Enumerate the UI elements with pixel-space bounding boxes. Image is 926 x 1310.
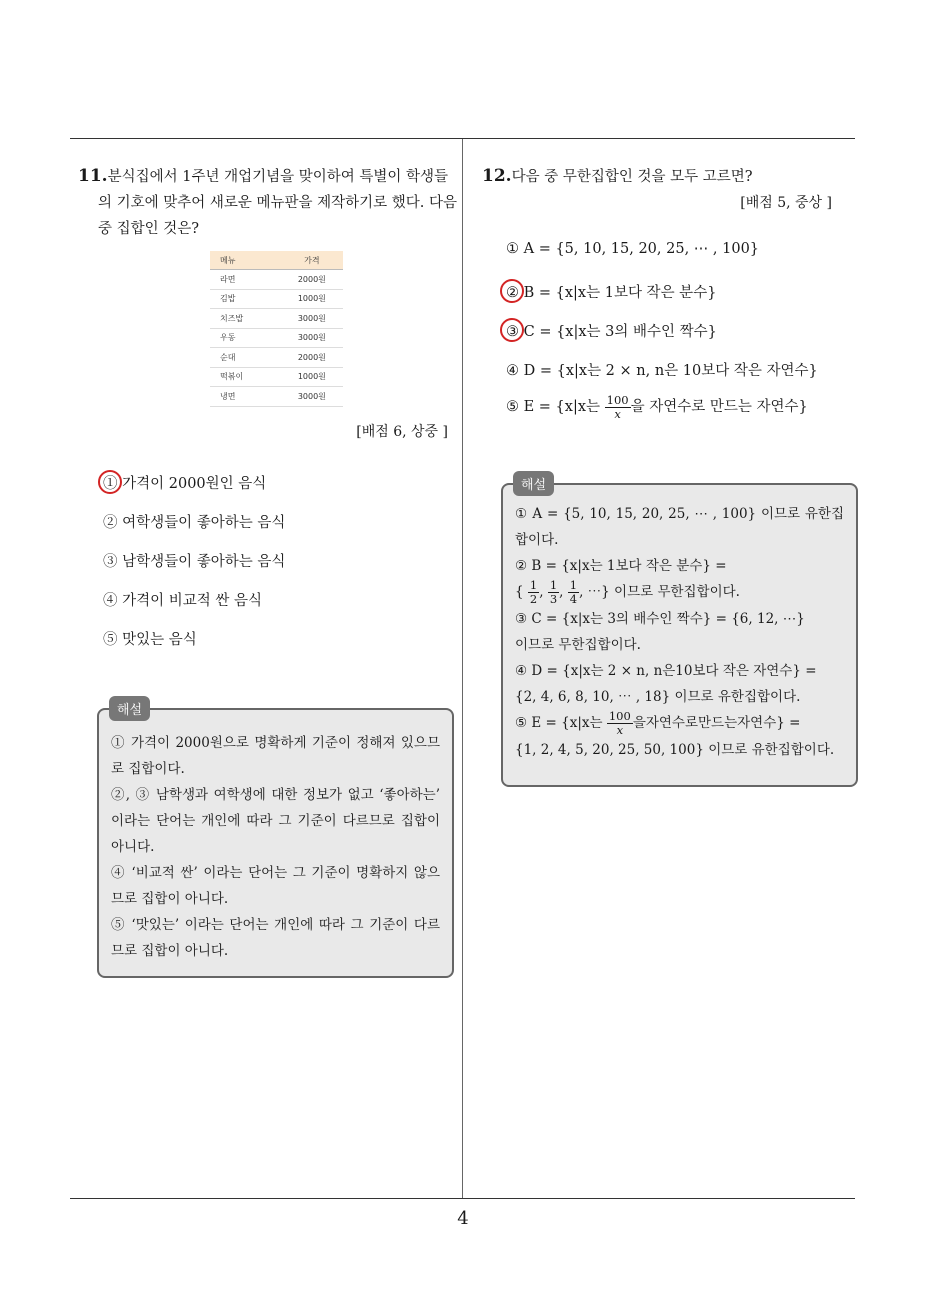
table-cell-menu: 순대 [210,348,281,368]
q11-choice-5[interactable]: ⑤ 맛있는 음식 [103,632,197,648]
solution-line: ① A = {5, 10, 15, 20, 25, ⋯ , 100} 이므로 유한집합이다. [515,506,844,548]
fraction-numerator: 1 [569,578,578,592]
q12-choice-5-prefix: ⑤ E = {x|x는 [506,399,601,415]
table-cell-price: 3000원 [281,387,343,407]
q12-choice-2[interactable]: ② B = {x|x는 1보다 작은 분수} [506,285,717,301]
table-cell-menu: 라면 [210,270,281,290]
q12-choice-1[interactable]: ① A = {5, 10, 15, 20, 25, ⋯ , 100} [506,241,760,257]
fraction-denominator: x [616,723,624,737]
fraction-1-3 [548,579,559,606]
solution-line: {1, 2, 4, 5, 20, 25, 50, 100} 이므로 유한집합이다. [515,742,835,758]
fraction-100-over-x [607,710,633,737]
table-cell-price: 2000원 [281,270,343,290]
fraction-numerator: 100 [606,392,629,407]
table-row [210,309,343,329]
q12-choice-3[interactable]: ③ C = {x|x는 3의 배수인 짝수} [506,324,717,340]
menu-price-table [210,251,343,407]
fraction-1-2 [528,579,539,606]
column-divider [462,139,463,1198]
table-header-row [210,251,343,270]
q12-choice-4[interactable]: ④ D = {x|x는 2 × n, n은 10보다 작은 자연수} [506,363,818,379]
table-cell-menu: 치즈밥 [210,309,281,329]
question-12-number: 12. [482,166,512,186]
table-cell-menu: 냉면 [210,387,281,407]
table-row [210,270,343,290]
question-12-text: 다음 중 무한집합인 것을 모두 고르면? [511,169,753,185]
q11-solution-box [97,703,454,978]
table-cell-price: 3000원 [281,309,343,329]
q11-choice-4[interactable]: ④ 가격이 비교적 싼 음식 [103,593,262,609]
fraction-100-over-x [605,394,631,421]
solution-line: {2, 4, 6, 8, 10, ⋯ , 18} 이므로 유한집합이다. [515,689,801,705]
table-header-menu: 메뉴 [210,251,281,270]
q11-choice-2[interactable]: ② 여학생들이 좋아하는 음식 [103,515,286,531]
table-cell-price: 2000원 [281,348,343,368]
solution-line: ②, ③ 남학생과 여학생에 대한 정보가 없고 ‘좋아하는’ 이라는 단어는 개인에 따라 그 기준이 다르므로 집합이 아니다. [111,787,440,855]
solution-tag: 해설 [109,696,150,721]
solution-line: ④ D = {x|x는 2 × n, n은10보다 작은 자연수} = [515,663,817,679]
table-row [210,387,343,407]
fraction-denominator: 4 [569,592,578,606]
table-header-price: 가격 [281,251,343,270]
solution-line: { $\frac{1}{2}$ , $\frac{1}{3}$ , $\frac{1}{4}$ , ⋯} 이므로 무한집합이다. [515,578,740,606]
q12-choice-3-text: C = {x|x는 3의 배수인 짝수} [523,324,717,340]
fraction-denominator: 2 [529,592,538,606]
question-11-text: 분식집에서 1주년 개업기념을 맞이하여 특별이 학생들의 기호에 맞추어 새로운 메뉴판을 제작하기로 했다. 다음 중 집합인 것은? [98,169,458,237]
brace-open: { [515,584,524,600]
solution-tag: 해설 [513,471,554,496]
table-row [210,328,343,348]
fraction-denominator: x [614,406,621,421]
bottom-rule [70,1198,855,1199]
table-cell-menu: 김밥 [210,289,281,309]
table-cell-menu: 우동 [210,328,281,348]
table-cell-menu: 떡볶이 [210,367,281,387]
question-11-stem [78,163,458,242]
q12-solution-text [503,485,856,775]
page-number: 4 [457,1208,469,1229]
q12-choice-2-text: B = {x|x는 1보다 작은 분수} [523,285,717,301]
table-cell-price: 1000원 [281,289,343,309]
question-12-stem [482,163,862,190]
question-11 [78,163,458,242]
question-12-points: [배점 5, 중상 ] [740,195,832,211]
solution-line-head: ⑤ E = {x|x는 [515,715,603,731]
table-cell-price: 3000원 [281,328,343,348]
q11-solution-text [99,710,452,976]
solution-line [515,710,844,737]
fraction-1-4 [568,579,579,606]
fraction-numerator: 1 [549,578,558,592]
solution-line: 이므로 무한집합이다. [515,637,641,653]
q12-solution-box [501,478,858,787]
table-cell-price: 1000원 [281,367,343,387]
q12-choice-5[interactable] [506,392,808,422]
solution-line-tail: , ⋯} 이므로 무한집합이다. [579,584,740,600]
fraction-numerator: 100 [608,709,631,723]
question-11-points: [배점 6, 상중 ] [356,424,448,440]
solution-line-tail: 을자연수로만드는자연수} = [632,715,801,731]
fraction-numerator: 1 [529,578,538,592]
table-row [210,348,343,368]
q12-choice-5-suffix: 을 자연수로 만드는 자연수} [630,399,808,415]
question-12 [482,163,862,216]
table-row [210,367,343,387]
solution-line: ③ C = {x|x는 3의 배수인 짝수} = {6, 12, ⋯} [515,611,805,627]
solution-line: ⑤ ‘맛있는’ 이라는 단어는 개인에 따라 그 기준이 다르므로 집합이 아니다. [111,917,440,959]
solution-line: ② B = {x|x는 1보다 작은 분수} = [515,558,727,574]
question-11-number: 11. [78,166,108,186]
table-row [210,289,343,309]
fraction-denominator: 3 [549,592,558,606]
solution-line: ④ ‘비교적 싼’ 이라는 단어는 그 기준이 명확하지 않으므로 집합이 아니다. [111,865,440,907]
solution-line: ① 가격이 2000원으로 명확하게 기준이 정해져 있으므로 집합이다. [111,735,440,777]
q11-choice-3[interactable]: ③ 남학생들이 좋아하는 음식 [103,554,286,570]
q11-choice-1[interactable]: ① 가격이 2000원인 음식 [103,476,267,492]
